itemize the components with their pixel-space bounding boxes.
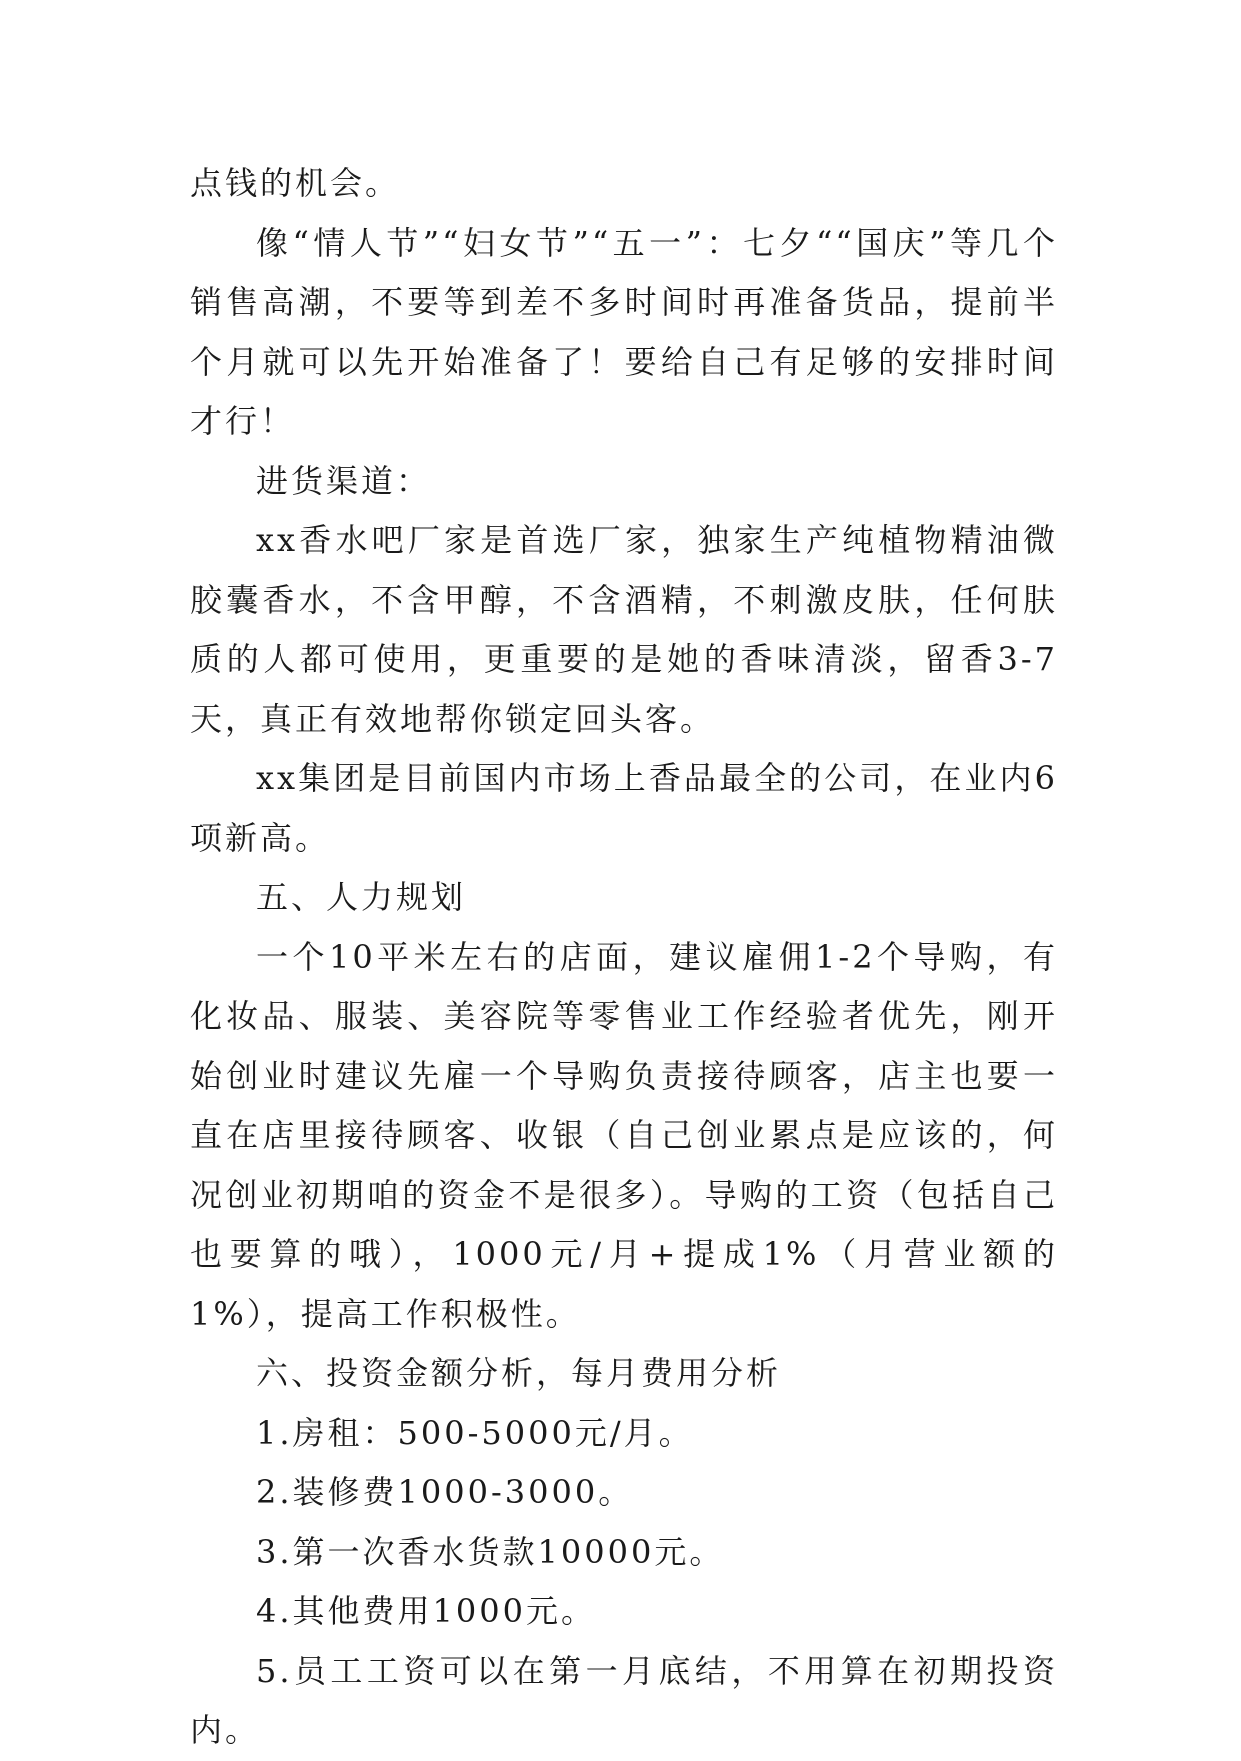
- list-item-staff-wages: 5.员工工资可以在第一月底结，不用算在初期投资内。: [190, 1651, 1058, 1749]
- list-item-rent: 1.房租：500-5000元/月。: [256, 1413, 694, 1452]
- paragraph-purchase-channels: 进货渠道：: [256, 461, 432, 500]
- list-item-first-stock: 3.第一次香水货款10000元。: [256, 1532, 725, 1571]
- paragraph-continuation: 点钱的机会。: [190, 164, 401, 202]
- paragraph-staffing-plan: 一个10平米左右的店面，建议雇佣1-2个导购，有化妆品、服装、美容院等零售业工作经验者优先，刚开始创业时建议先雇一个导购负责接待顾客，店主也要一直在店里接待顾客、收银（自己创业累点是应该的，何况创业初期咱的资金不是很多）。导购的工资（包括自己也要算的哦），1000元/月+提成1%（月营业额的1%），提高工作积极性。: [190, 937, 1058, 1333]
- section-heading-investment: 六、投资金额分析，每月费用分析: [256, 1354, 782, 1392]
- section-heading-staffing: 五、人力规划: [256, 878, 467, 916]
- list-item-other-costs: 4.其他费用1000元。: [256, 1592, 596, 1630]
- paragraph-group-company: xx集团是目前国内市场上香品最全的公司，在业内6项新高。: [190, 759, 1058, 857]
- document-body: [190, 154, 1058, 1761]
- list-item-renovation: 2.装修费1000-3000。: [256, 1473, 634, 1511]
- paragraph-sales-peaks: 像“情人节”“妇女节”“五一”：七夕““国庆”等几个销售高潮，不要等到差不多时间时再准备货品，提前半个月就可以先开始准备了！要给自己有足够的安排时间才行！: [190, 223, 1058, 440]
- paragraph-perfume-factory: xx香水吧厂家是首选厂家，独家生产纯植物精油微胶囊香水，不含甲醇，不含酒精，不刺激皮肤，任何肤质的人都可使用，更重要的是她的香味清淡，留香3-7天，真正有效地帮你锁定回头客。: [190, 521, 1058, 738]
